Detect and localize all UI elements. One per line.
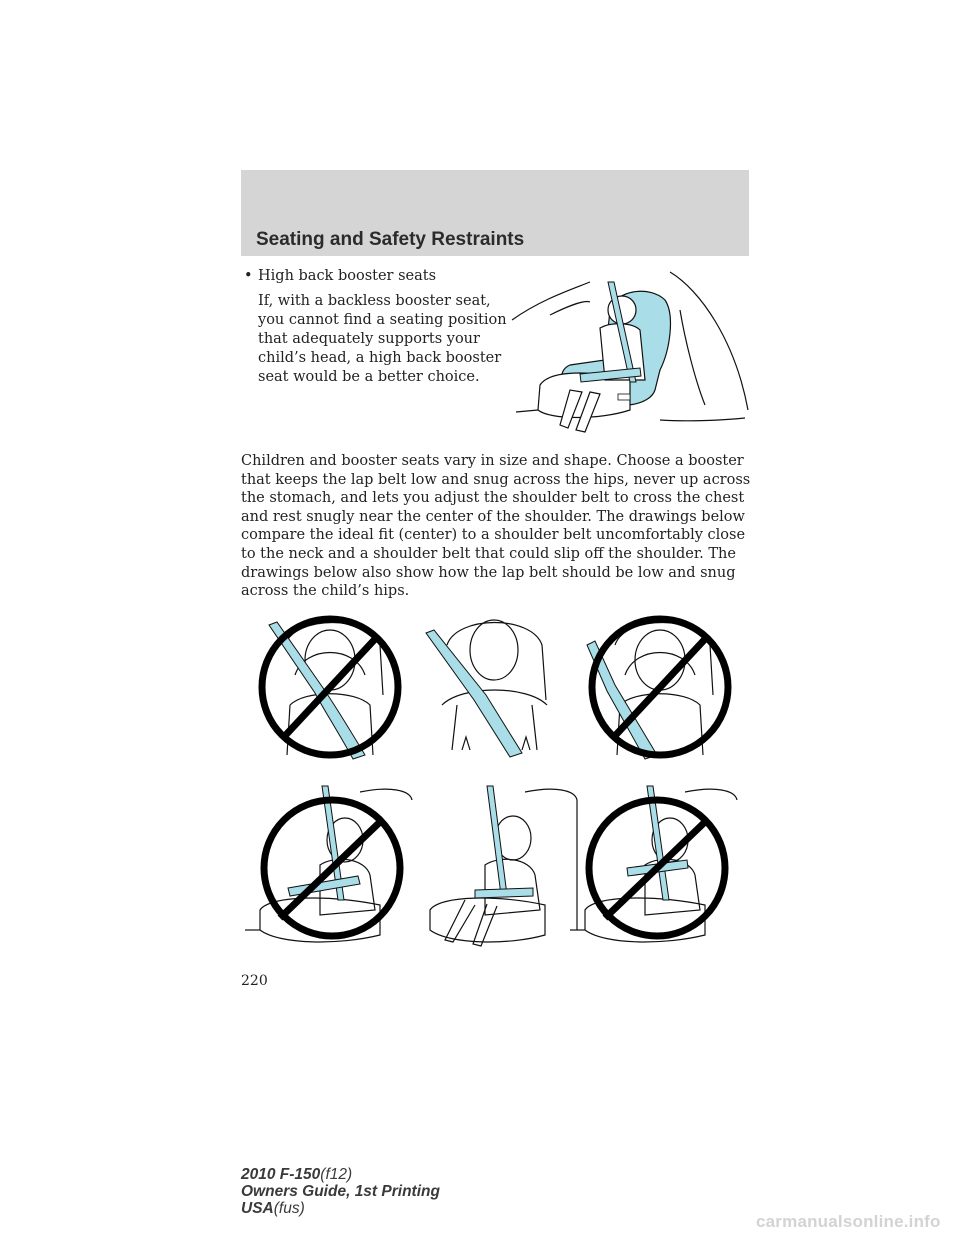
watermark: carmanualsonline.info — [756, 1212, 941, 1231]
footer-model: 2010 F-150 — [241, 1166, 321, 1183]
footer-guide: Owners Guide, 1st Printing — [241, 1183, 440, 1200]
high-back-booster-illustration — [510, 270, 750, 440]
shoulder-belt-correct-illustration — [422, 605, 572, 765]
bullet-item — [244, 268, 436, 284]
lap-belt-stomach-illustration — [565, 780, 740, 950]
section-title: Seating and Safety Restraints — [256, 229, 525, 250]
footer-market: USA — [241, 1200, 274, 1217]
page-number: 220 — [241, 973, 268, 989]
lap-belt-high-illustration — [240, 780, 415, 950]
footer-market-code: (fus) — [273, 1200, 305, 1217]
body-paragraph: Children and booster seats vary in size and shape. Choose a booster that keeps the lap belt low and snug across the hips, never up across the stomach, and lets you adjust the shoulder belt to cross the chest and rest snugly near the center of the shoulder. The drawings below compare the ideal fit (center) to a shoulder belt uncomfortably close to the neck and a shoulder belt that could slip off the shoulder. The drawings below also show how the lap belt should be low and snug across the child’s hips. — [241, 453, 751, 600]
intro-paragraph: If, with a backless booster seat, you cannot find a seating position that adequately supports your child’s head, a high back booster seat would be a better choice. — [258, 293, 507, 385]
shoulder-belt-neck-illustration — [255, 605, 405, 765]
lap-belt-correct-illustration — [415, 780, 580, 950]
bullet-marker: • — [244, 268, 253, 284]
footer-model-code: (f12) — [320, 1166, 353, 1183]
shoulder-belt-off-shoulder-illustration — [585, 605, 735, 765]
bullet-text: High back booster seats — [258, 268, 437, 284]
footer — [241, 1166, 440, 1217]
